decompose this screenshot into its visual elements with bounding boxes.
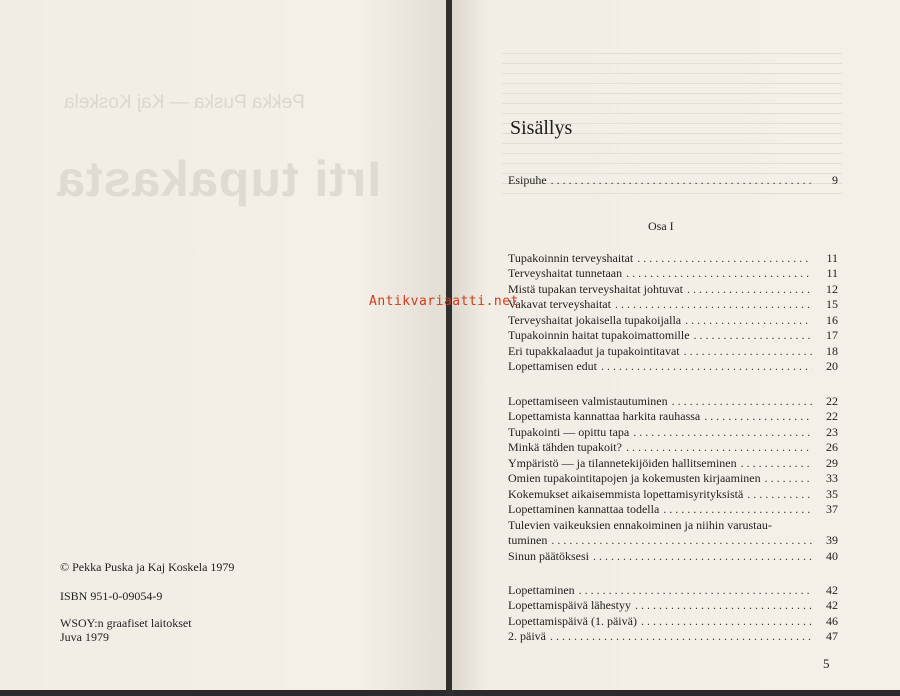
toc-entry — [508, 598, 838, 614]
toc-entry-page: 22 — [826, 409, 838, 423]
toc-dot-leader — [635, 598, 812, 613]
toc-entry-page: 37 — [826, 502, 838, 516]
toc-entry — [508, 486, 838, 502]
toc-entry — [508, 281, 838, 297]
toc-dot-leader — [685, 313, 812, 328]
printer-line-2: Juva 1979 — [60, 630, 109, 644]
toc-entry-title: Terveyshaitat tunnetaan — [508, 266, 623, 280]
toc-dot-leader — [626, 440, 812, 455]
toc-entry-title: Eri tupakkalaadut ja tupakointitavat — [508, 343, 680, 358]
toc-entry-title: 2. päivä — [508, 629, 546, 643]
toc-dot-leader — [765, 471, 812, 486]
page-number: 5 — [823, 656, 830, 671]
toc-entry-title: Lopettamista kannattaa harkita rauhassa — [508, 409, 701, 423]
toc-entry-title: Lopettamispäivä (1. päivä) — [508, 613, 637, 628]
toc-entry-title: Lopettamiseen valmistautuminen — [508, 393, 668, 408]
toc-title: Sisällys — [510, 117, 573, 139]
toc-entry — [508, 266, 838, 282]
toc-entry — [508, 502, 838, 518]
toc-entry — [508, 629, 838, 645]
toc-dot-leader — [663, 502, 812, 517]
toc-entry — [508, 613, 838, 629]
toc-dot-leader — [601, 359, 812, 374]
bleed-through-authors: Pekka Puska — Kaj Koskela — [64, 92, 305, 113]
toc-entry — [508, 343, 838, 359]
left-page — [0, 0, 448, 690]
toc-group-1 — [508, 250, 838, 374]
toc-dot-leader — [551, 533, 812, 548]
toc-entry — [508, 440, 838, 456]
toc-entry-page: 15 — [826, 297, 838, 311]
toc-entry-page: 40 — [826, 548, 838, 563]
toc-entry — [508, 548, 838, 564]
printer-line-1: WSOY:n graafiset laitokset — [60, 616, 192, 630]
toc-entry — [508, 250, 838, 266]
toc-entry — [508, 409, 838, 425]
toc-entry-title: tuminen — [508, 533, 548, 547]
toc-entry — [508, 312, 838, 328]
toc-entry-title: Tulevien vaikeuksien ennakoiminen ja niihin varustau- — [508, 517, 772, 532]
toc-entry-title: Kokemukset aikaisemmista lopettamisyrityksistä — [508, 486, 744, 501]
toc-dot-leader — [626, 266, 812, 281]
toc-entry — [508, 582, 838, 598]
toc-dot-leader — [672, 394, 812, 409]
toc-preface-group — [508, 172, 838, 188]
part-label: Osa I — [648, 219, 674, 233]
toc-group-3 — [508, 582, 838, 644]
toc-entry-title: Lopettamisen edut — [508, 359, 597, 373]
toc-dot-leader — [684, 344, 812, 359]
toc-entry — [508, 393, 838, 409]
toc-dot-leader — [641, 614, 812, 629]
toc-entry — [508, 297, 838, 313]
toc-dot-leader — [747, 487, 812, 502]
watermark-text: Antikvariaatti.net — [369, 294, 519, 309]
toc-entry-page: 9 — [832, 172, 838, 187]
toc-entry-page: 11 — [826, 250, 838, 265]
toc-entry-page: 39 — [826, 533, 838, 547]
toc-dot-leader — [615, 297, 812, 312]
toc-dot-leader — [741, 456, 812, 471]
toc-entry-page: 22 — [826, 393, 838, 408]
toc-entry-title: Ympäristö — ja tilannetekijöiden hallitseminen — [508, 455, 737, 470]
toc-entry-page: 11 — [826, 266, 838, 280]
printer-info — [60, 616, 192, 644]
bleed-through-title: Irti tupakasta — [56, 151, 382, 207]
toc-entry-page: 42 — [826, 598, 838, 612]
toc-entry-page: 47 — [826, 629, 838, 643]
toc-entry-page: 33 — [826, 471, 838, 485]
toc-entry-page: 12 — [826, 281, 838, 296]
toc-entry-page: 18 — [826, 343, 838, 358]
toc-dot-leader — [551, 173, 812, 188]
toc-entry — [508, 471, 838, 487]
toc-entry-title: Minkä tähden tupakoit? — [508, 440, 622, 454]
toc-entry-page: 35 — [826, 486, 838, 501]
toc-entry-page: 42 — [826, 582, 838, 597]
toc-entry — [508, 517, 838, 533]
toc-entry-page: 46 — [826, 613, 838, 628]
toc-entry-title: Terveyshaitat jokaisella tupakoijalla — [508, 312, 682, 327]
toc-entry-title: Tupakoinnin haitat tupakoimattomille — [508, 328, 690, 342]
toc-entry-page: 26 — [826, 440, 838, 454]
toc-dot-leader — [633, 425, 812, 440]
toc-entry-title: Tupakointi — opittu tapa — [508, 424, 630, 439]
toc-entry-title: Lopettamispäivä lähestyy — [508, 598, 631, 612]
toc-group-2 — [508, 393, 838, 564]
toc-entry-title: Sinun päätöksesi — [508, 548, 589, 563]
toc-entry-page: 20 — [826, 359, 838, 373]
toc-entry — [508, 533, 838, 549]
isbn-line: ISBN 951-0-09054-9 — [60, 589, 163, 603]
toc-dot-leader — [687, 282, 812, 297]
toc-dot-leader — [694, 328, 812, 343]
toc-entry-page: 16 — [826, 312, 838, 327]
toc-entry-title: Vakavat terveyshaitat — [508, 297, 611, 311]
toc-entry-title: Omien tupakointitapojen ja kokemusten kirjaaminen — [508, 471, 761, 485]
toc-dot-leader — [579, 583, 812, 598]
toc-entry-page: 23 — [826, 424, 838, 439]
toc-entry — [508, 359, 838, 375]
toc-entry — [508, 172, 838, 188]
toc-entry-page: 17 — [826, 328, 838, 342]
toc-entry-title: Lopettaminen kannattaa todella — [508, 502, 660, 516]
toc-entry-title: Esipuhe — [508, 172, 547, 187]
toc-entry — [508, 328, 838, 344]
toc-dot-leader — [593, 549, 812, 564]
toc-dot-leader — [637, 251, 812, 266]
toc-entry — [508, 455, 838, 471]
toc-entry-page: 29 — [826, 455, 838, 470]
toc-entry-title: Tupakoinnin terveyshaitat — [508, 250, 634, 265]
toc-entry-title: Mistä tupakan terveyshaitat johtuvat — [508, 281, 683, 296]
toc-entry-title: Lopettaminen — [508, 582, 575, 597]
toc-dot-leader — [550, 629, 812, 644]
toc-dot-leader — [704, 409, 812, 424]
copyright-line: © Pekka Puska ja Kaj Koskela 1979 — [60, 560, 235, 574]
toc-entry — [508, 424, 838, 440]
